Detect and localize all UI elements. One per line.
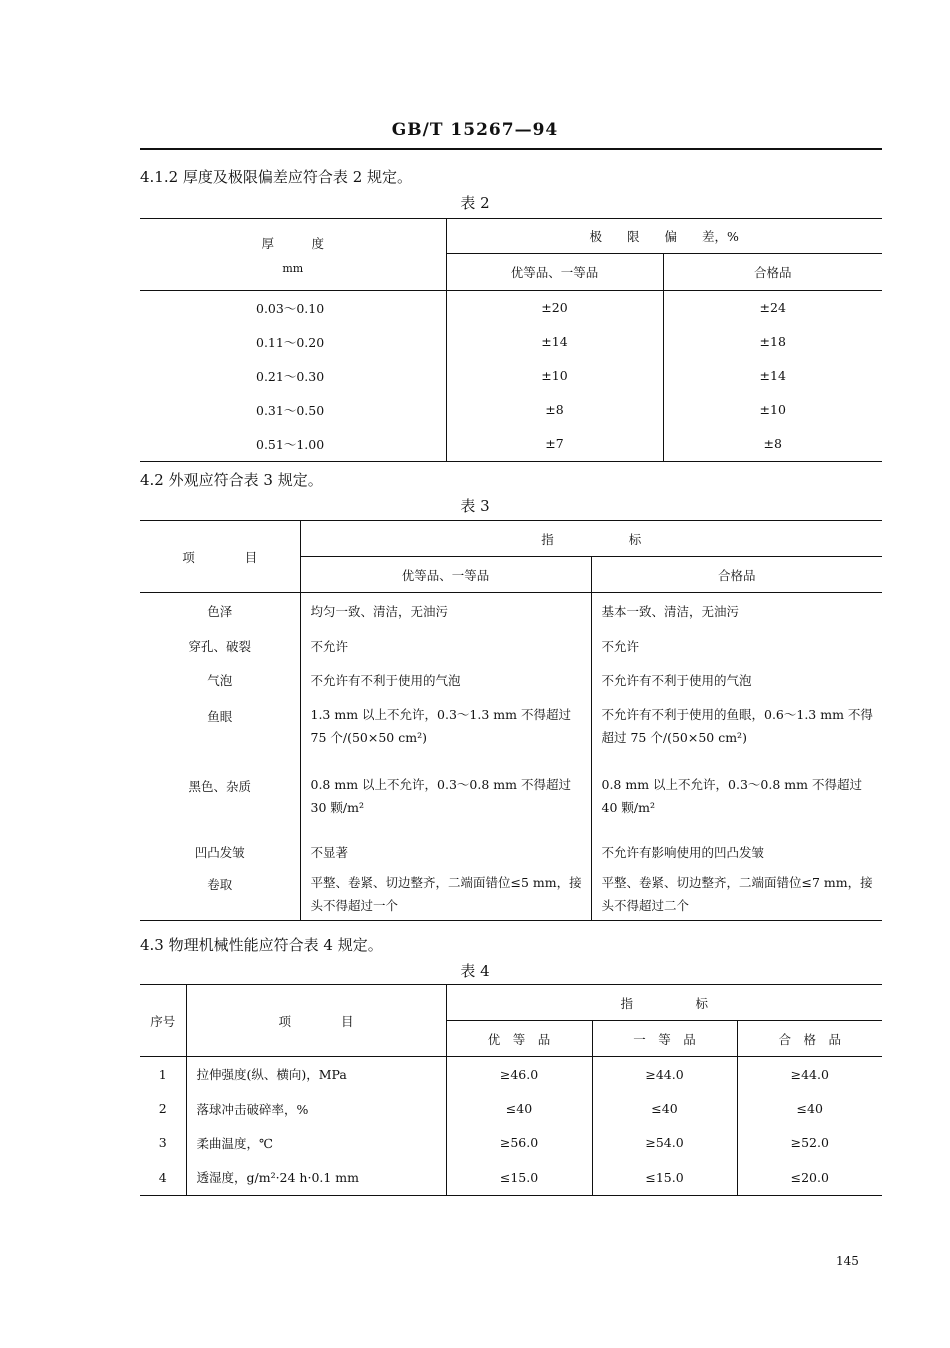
table4-sub-header: 一 等 品	[592, 1021, 737, 1057]
table-row: 气泡 不允许有不利于使用的气泡 不允许有不利于使用的气泡	[140, 663, 882, 697]
table4-sub-header: 优 等 品	[446, 1021, 592, 1057]
table-row: 穿孔、破裂 不允许 不允许	[140, 629, 882, 663]
table-row: 0.31～0.50 ±8 ±10	[140, 393, 882, 427]
table-row: 4 透湿度，g/m²·24 h·0.1 mm ≤15.0 ≤15.0 ≤20.0	[140, 1160, 882, 1196]
table2-caption: 表 2	[460, 194, 490, 212]
table-row: 色泽 均匀一致、清洁，无油污 基本一致、清洁，无油污	[140, 593, 882, 629]
table-row: 0.03～0.10 ±20 ±24	[140, 291, 882, 325]
table-4	[140, 984, 882, 1196]
table4-item-header: 项 目	[186, 985, 446, 1057]
table-row: 1 拉伸强度(纵、横向)，MPa ≥46.0 ≥44.0 ≥44.0	[140, 1057, 882, 1092]
table-row: 0.21～0.30 ±10 ±14	[140, 359, 882, 393]
table2-sub-header: 优等品、一等品	[446, 254, 663, 291]
table3-caption: 表 3	[460, 497, 490, 515]
table-row: 0.51～1.00 ±7 ±8	[140, 427, 882, 462]
table4-caption: 表 4	[460, 962, 490, 980]
section-4-2: 4.2 外观应符合表 3 规定。	[140, 471, 323, 489]
table-row: 凹凸发皱 不显著 不允许有影响使用的凹凸发皱	[140, 835, 882, 869]
table-3	[140, 520, 882, 921]
page-header: GB/T 15267—94	[391, 120, 559, 140]
table-row: 卷取 平整、卷紧、切边整齐，二端面错位≤5 mm，接头不得超过一个 平整、卷紧、切边整齐，二端面错位≤7 mm，接头不得超过二个	[140, 869, 882, 921]
table-row: 鱼眼 1.3 mm 以上不允许，0.3～1.3 mm 不得超过 75 个/(50×50 cm²) 不允许有不利于使用的鱼眼，0.6～1.3 mm 不得超过 75 个/(50×50 cm²)	[140, 697, 882, 767]
table-2	[140, 218, 882, 462]
table-row: 0.11～0.20 ±14 ±18	[140, 325, 882, 359]
table3-sub-header: 优等品、一等品	[300, 557, 591, 593]
table-row: 2 落球冲击破碎率，% ≤40 ≤40 ≤40	[140, 1092, 882, 1126]
table3-sub-header: 合格品	[717, 567, 756, 583]
table2-col1-header: 厚 度 mm	[140, 219, 446, 291]
table2-sub-header: 合格品	[753, 265, 792, 280]
table3-col1-header: 项 目	[140, 521, 300, 593]
header-rule	[140, 148, 882, 150]
table4-no-header: 序号	[140, 985, 186, 1057]
table4-sub-header: 合 格 品	[778, 1031, 841, 1047]
section-4-3: 4.3 物理机械性能应符合表 4 规定。	[140, 936, 383, 954]
table-row: 3 柔曲温度，℃ ≥56.0 ≥54.0 ≥52.0	[140, 1126, 882, 1160]
table3-group-header: 指 标	[300, 521, 882, 557]
table2-group-header: 极 限 偏 差，%	[446, 219, 882, 254]
table4-group-header: 指 标	[446, 985, 882, 1021]
section-4-1-2: 4.1.2 厚度及极限偏差应符合表 2 规定。	[140, 168, 413, 186]
page-number: 145	[836, 1254, 859, 1268]
table-row: 黑色、杂质 0.8 mm 以上不允许，0.3～0.8 mm 不得超过 30 颗/m² 0.8 mm 以上不允许，0.3～0.8 mm 不得超过 40 颗/m²	[140, 767, 882, 835]
